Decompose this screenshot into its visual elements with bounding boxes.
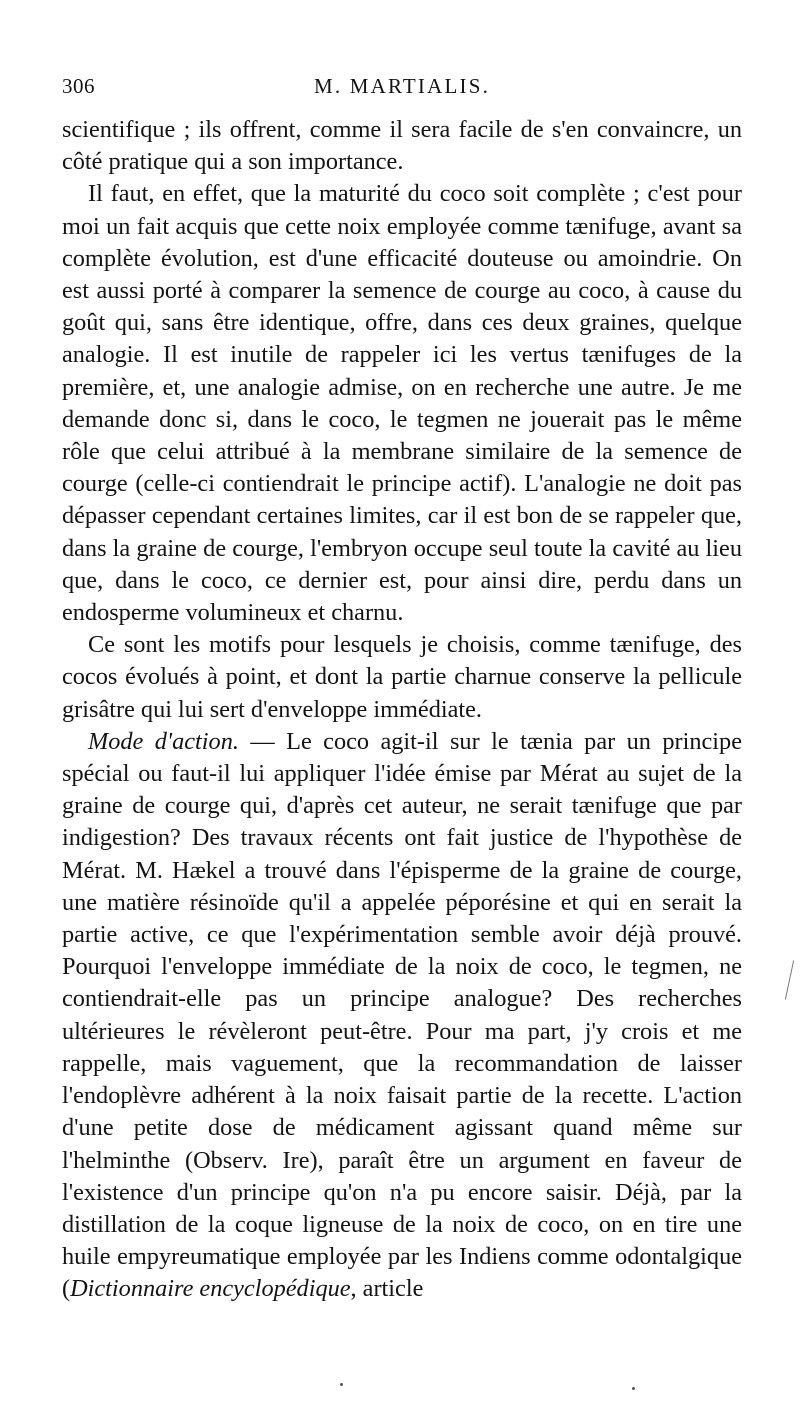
running-head <box>62 74 742 114</box>
paragraph-motives: Ce sont les motifs pour lesquels je choisis, comme tænifuge, des cocos évolués à point, et dont la partie charnue conserve la pellicule grisâtre qui lui sert d'enveloppe immédiate. <box>62 631 742 723</box>
section-lead-heading: Mode d'action. <box>88 727 239 755</box>
running-title: M. MARTIALIS. <box>313 74 491 98</box>
paragraph-mode-action-text: — Le coco agit-il sur le tænia par un principe spécial ou faut-il lui appliquer l'idée émise par Mérat au sujet de la graine de courge qui, d'après cet auteur, ne serait tænifuge que par indigestion? Des travaux récents ont fait justice de l'hypothèse de Mérat. M. Hækel a trouvé dans l'épisperme de la graine de courge, une matière résinoïde qu'il a appelée péporésine et qui en serait la partie active, ce que l'expérimentation semble avoir déjà prouvé. Pourquoi l'enveloppe immédiate de la noix de coco, le tegmen, ne contiendrait-elle pas un principe analogue? Des recherches ultérieures le révèleront peut-être. Pour ma part, j'y crois et me rappelle, mais vaguement, que la recommandation de laisser l'endoplèvre adhérent à la noix faisait partie de la recette. L'action d'une petite dose de médicament agissant quand même sur l'helminthe (Observ. Ire), paraît être un argument en faveur de l'existence d'un principe qu'on n'a pu encore saisir. Déjà, par la distillation de la coque ligneuse de la noix de coco, on en tire une huile empyreumatique employée par les Indiens comme odontalgique ( <box>62 727 742 1303</box>
scan-speck <box>340 1383 343 1386</box>
paragraph-continued: scientifique ; ils offrent, comme il sera facile de s'en convaincre, un côté pratique qui a son importance. <box>62 116 742 176</box>
paragraph-mode-action <box>62 726 742 1306</box>
paragraph-maturity: Il faut, en effet, que la maturité du coco soit complète ; c'est pour moi un fait acquis que cette noix employée comme tænifuge, avant sa complète évolution, est d'une efficacité douteuse ou amoindrie. On est aussi porté à comparer la semence de courge au coco, à cause du goût qui, sans être identique, offre, dans ces deux graines, quelque analogie. Il est inutile de rappeler ici les vertus tænifuges de la première, et, une analogie admise, on en recherche une autre. Je me demande donc si, dans le coco, le tegmen ne jouerait pas le même rôle que celui attribué à la membrane similaire de la semence de courge (celle-ci contiendrait le principe actif). L'analogie ne doit pas dépasser cependant certaines limites, car il est bon de se rappeler que, dans la graine de courge, l'embryon occupe seul toute la cavité au lieu que, dans le coco, ce dernier est, pour ainsi dire, perdu dans un endosperme volumineux et charnu. <box>62 180 742 627</box>
book-page <box>62 74 742 1306</box>
body-text <box>62 114 742 1306</box>
scan-speck <box>632 1387 635 1390</box>
cited-work-title: Dictionnaire encyclopédique <box>70 1275 351 1303</box>
page-number: 306 <box>62 74 95 98</box>
paragraph-mode-action-tail: , article <box>350 1275 424 1303</box>
margin-scan-mark <box>785 960 794 999</box>
